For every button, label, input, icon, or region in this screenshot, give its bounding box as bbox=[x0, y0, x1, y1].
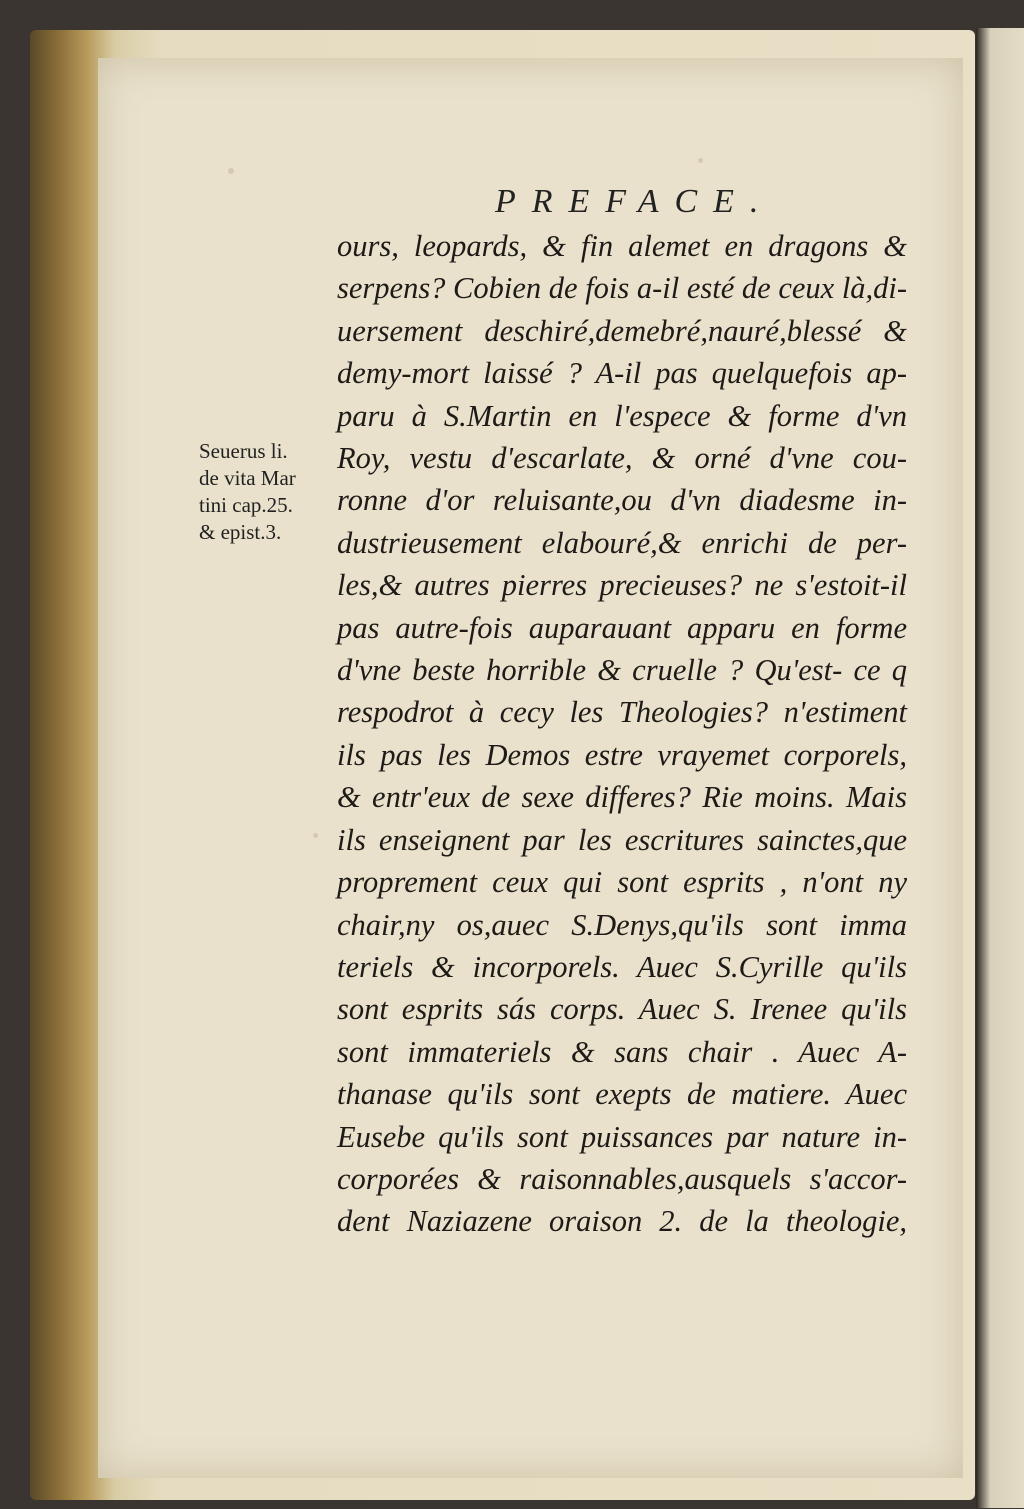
text-line: & entr'eux de sexe differes? Rie moins. Mais bbox=[337, 780, 907, 815]
page-header: PREFACE. bbox=[495, 183, 775, 220]
margin-note-line: de vita Mar bbox=[199, 466, 296, 490]
margin-note bbox=[199, 438, 329, 546]
text-line: ours, leopards, & fin alemet en dragons & bbox=[337, 229, 907, 263]
text-line: demy-mort laissé ? A-il pas quelquefois ap- bbox=[337, 356, 907, 391]
text-line: ronne d'or reluisante,ou d'vn diadesme in- bbox=[337, 483, 907, 518]
text-line: Roy, vestu d'escarlate, & orné d'vne cou- bbox=[337, 441, 907, 476]
margin-note-line: & epist.3. bbox=[199, 520, 282, 544]
text-line: chair,ny os,auec S.Denys,qu'ils sont imma bbox=[337, 907, 907, 942]
text-line: corporées & raisonnables,ausquels s'accor- bbox=[337, 1161, 907, 1196]
body-text bbox=[337, 225, 907, 1243]
text-line: dustrieusement elabouré,& enrichi de per- bbox=[337, 525, 907, 560]
text-line: uersement deschiré,demebré,nauré,blessé & bbox=[337, 313, 907, 348]
text-line: teriels & incorporels. Auec S.Cyrille qu'ils bbox=[337, 949, 907, 984]
facing-page-edge bbox=[976, 28, 1024, 1508]
text-line: respodrot à cecy les Theologies? n'estiment bbox=[337, 695, 907, 730]
paper-spot bbox=[228, 168, 234, 174]
text-line: sont esprits sás corps. Auec S. Irenee qu'ils bbox=[337, 992, 907, 1027]
text-line: thanase qu'ils sont exepts de matiere. Auec bbox=[337, 1077, 907, 1112]
text-line: sont immateriels & sans chair . Auec A- bbox=[337, 1034, 907, 1069]
text-line: ils pas les Demos estre vrayemet corporels, bbox=[337, 737, 907, 772]
text-line: dent Naziazene oraison 2. de la theologie, bbox=[337, 1204, 907, 1239]
text-line: paru à S.Martin en l'espece & forme d'vn bbox=[337, 398, 907, 433]
text-line: Eusebe qu'ils sont puissances par nature in- bbox=[337, 1119, 907, 1154]
text-line: ils enseignent par les escritures sainctes,que bbox=[337, 822, 907, 857]
text-line: serpens? Cobien de fois a-il esté de ceux là,di- bbox=[337, 271, 908, 306]
text-line: les,& autres pierres precieuses? ne s'estoit-il bbox=[337, 568, 907, 603]
margin-note-line: tini cap.25. bbox=[199, 493, 293, 517]
text-line: proprement ceux qui sont esprits , n'ont ny bbox=[337, 865, 907, 900]
text-line: d'vne beste horrible & cruelle ? Qu'est- ce q bbox=[337, 653, 907, 688]
paper-spot bbox=[313, 833, 318, 838]
paper-spot bbox=[698, 158, 703, 163]
text-line: pas autre-fois auparauant apparu en forme bbox=[337, 610, 907, 645]
margin-note-line: Seuerus li. bbox=[199, 439, 288, 463]
